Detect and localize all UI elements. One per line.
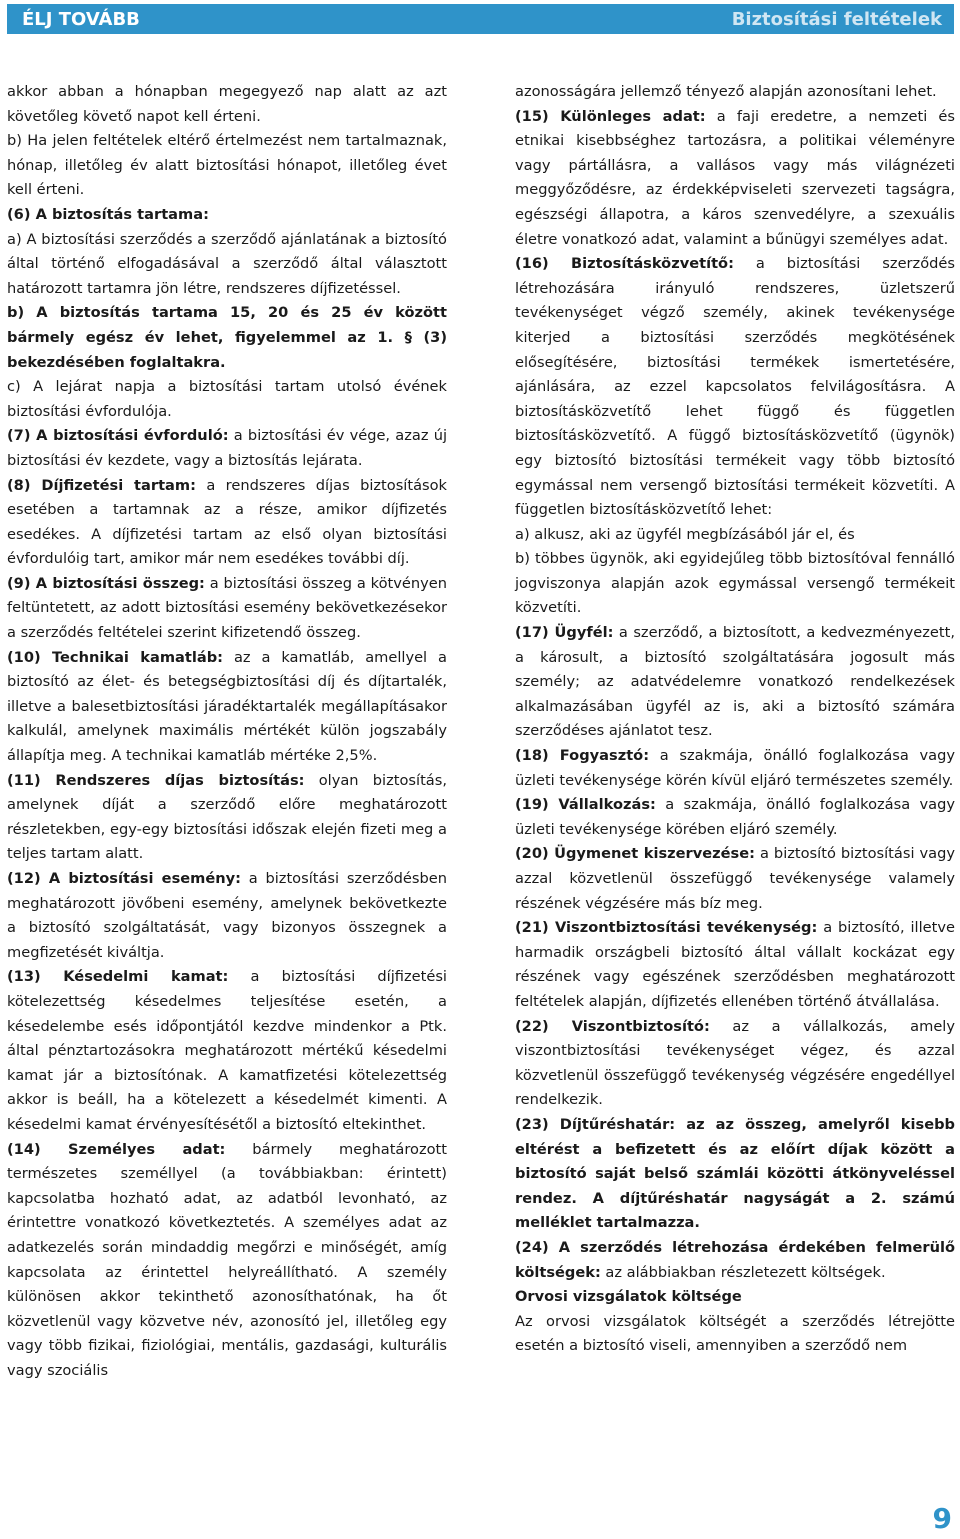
right-column	[515, 80, 955, 1359]
page-number: 9	[932, 1502, 952, 1535]
paragraph-term: (23) Díjtűréshatár: az az összeg, amelyről kisebb eltérést a befizetett és az előírt díjak között a biztosító saját belső számlái közötti átkönyveléssel rendez. A díjtűréshatár nagyságát a 2. számú melléklet tartalmazza.	[515, 1115, 955, 1232]
paragraph-term: (10) Technikai kamatláb:	[7, 648, 224, 666]
paragraph-text: olyan biztosítás, amelynek díját a szerződő előre meghatározott részletekben, egy-egy biztosítási időszak elején fizeti meg a teljes tartam alatt.	[7, 771, 447, 863]
paragraph-text: azonosságára jellemző tényező alapján azonosítani lehet.	[515, 83, 937, 100]
paragraph-text: bármely meghatározott természetes személlyel (a továbbiakban: érintett) kapcsolatba hozható adat, az adatból levonható, az érintettre vonatkozó következtetés. A személyes adat az adatkezelés során mindaddig megőrzi e minőségét, amíg kapcsolata az érintettel helyreállítható. A személy különösen akkor tekinthető azonosíthatónak, ha őt közvetlenül vagy közvetve név, azonosító jel, illetőleg egy vagy több fizikai, fiziológiai, mentális, gazdasági, kulturális vagy szociális	[7, 1140, 447, 1379]
paragraph	[7, 375, 447, 424]
paragraph	[515, 252, 955, 523]
paragraph-text: a szerződő, a biztosított, a kedvezményezett, a károsult, a biztosító szolgáltatására jogosult más személy; az adatvédelemre vonatkozó rendelkezések alkalmazásában ügyfél az is, aki a biztosító számára szerződéses ajánlatot tesz.	[515, 624, 955, 740]
paragraph	[515, 1236, 955, 1285]
paragraph-text: a biztosítási díjfizetési kötelezettség késedelmes teljesítése esetén, a késedelembe esés időpontjától kezdve mindenkor a Ptk. által pénztartozásokra meghatározott mértékű késedelmi kamat jár a biztosítónak. A kamatfizetési kötelezettség akkor is beáll, ha a kötelezett a késedelmét kimenti. A késedelmi kamat érvényesítésétől a biztosító eltekinthet.	[7, 968, 447, 1133]
paragraph-term: b) A biztosítás tartama 15, 20 és 25 év között bármely egész év lehet, figyelemmel az 1. § (3) bekezdésében foglaltakra.	[7, 304, 447, 371]
paragraph-term: (9) A biztosítási összeg:	[7, 574, 205, 592]
paragraph-term: (19) Vállalkozás:	[515, 796, 656, 814]
paragraph	[7, 646, 447, 769]
paragraph	[7, 867, 447, 965]
paragraph	[515, 793, 955, 842]
header-section-title: Biztosítási feltételek	[731, 8, 942, 30]
paragraph-text: Az orvosi vizsgálatok költségét a szerződés létrejötte esetén a biztosító viseli, amennyiben a szerződő nem	[515, 1312, 955, 1355]
paragraph-text: az a vállalkozás, amely viszontbiztosítási tevékenységet végez, és azzal közvetlenül összefüggő tevékenység végzésére engedéllyel rendelkezik.	[515, 1017, 955, 1109]
paragraph	[7, 1138, 447, 1384]
paragraph	[515, 1113, 955, 1236]
paragraph-text: a) alkusz, aki az ügyfél megbízásából jár el, és	[515, 525, 855, 543]
paragraph	[7, 474, 447, 572]
paragraph-term: (21) Viszontbiztosítási tevékenység:	[515, 919, 818, 937]
paragraph-text: b) többes ügynök, aki egyidejűleg több biztosítóval fennálló jogviszonya alapján azok egymással versengő termékeit közvetíti.	[515, 550, 955, 617]
paragraph-text: a biztosítási összeg a kötvényen feltüntetett, az adott biztosítási esemény bekövetkezésekor a szerződés feltételei szerint kifizetendő összeg.	[7, 574, 447, 642]
paragraph-term: (14) Személyes adat:	[7, 1140, 226, 1158]
paragraph-term: (18) Fogyasztó:	[515, 747, 650, 765]
paragraph	[515, 523, 955, 548]
left-column	[7, 80, 447, 1383]
paragraph	[515, 842, 955, 916]
paragraph-text: a biztosítási év vége, azaz új biztosítási év kezdete, vagy a biztosítás lejárata.	[7, 427, 447, 469]
paragraph	[515, 744, 955, 793]
paragraph	[515, 1310, 955, 1359]
paragraph	[515, 1285, 955, 1310]
paragraph-term: (22) Viszontbiztosító:	[515, 1017, 710, 1035]
paragraph	[7, 301, 447, 375]
paragraph-text: a biztosító, illetve harmadik országbeli biztosító által vállalt kockázat egy részének vagy egészének szerződésben meghatározott feltételek alapján, díjfizetés ellenében történő átvállalása.	[515, 919, 955, 1010]
paragraph-text: a szakmája, önálló foglalkozása vagy üzleti tevékenysége körén kívül eljáró természetes személy.	[515, 747, 955, 789]
paragraph	[515, 916, 955, 1014]
paragraph-text: az alábbiakban részletezett költségek.	[600, 1263, 886, 1281]
paragraph-term: (24) A szerződés létrehozása érdekében felmerülő költségek:	[515, 1238, 955, 1281]
paragraph-term: (11) Rendszeres díjas biztosítás:	[7, 771, 305, 789]
paragraph	[7, 769, 447, 867]
paragraph-term: (13) Késedelmi kamat:	[7, 968, 229, 986]
paragraph-text: a biztosítási szerződésben meghatározott jövőbeni esemény, amelynek bekövetkezte a biztosító szolgáltatását, vagy bizonyos összegnek a megfizetését kiváltja.	[7, 870, 447, 961]
paragraph-text: akkor abban a hónapban megegyező nap alatt az azt követőleg követő napot kell érteni.	[7, 83, 447, 125]
paragraph	[515, 105, 955, 253]
paragraph-term: (15) Különleges adat:	[515, 107, 706, 125]
paragraph	[7, 80, 447, 129]
paragraph-text: az a kamatláb, amellyel a biztosító az élet- és betegségbiztosítási díj és díjtartalék, illetve a balesetbiztosítási járadéktartalék megállapításakor kalkulál, amelynek maximális mértékét külön jogszabály állapítja meg. A technikai kamatláb mértéke 2,5%.	[7, 648, 447, 765]
paragraph-term: (8) Díjfizetési tartam:	[7, 476, 196, 494]
paragraph	[515, 547, 955, 621]
paragraph-term: (7) A biztosítási évforduló:	[7, 427, 229, 445]
paragraph-term: (12) A biztosítási esemény:	[7, 870, 242, 887]
paragraph-term: (17) Ügyfél:	[515, 624, 614, 642]
paragraph	[7, 203, 447, 228]
page-header	[7, 4, 954, 34]
paragraph-text: a biztosítási szerződés létrehozására irányuló rendszeres, üzletszerű tevékenységet végző személy, akinek tevékenysége kiterjed a biztosítási szerződés megkötésének elősegítésére, biztosítási termékek ismertetésére, ajánlására, az ezzel kapcsolatos felvilágosításra. A biztosításközvetítő lehet függő és független biztosításközvetítő. A függő biztosításközvetítő (ügynök) egy biztosító biztosítási termékeit vagy több biztosító egymással nem versengő biztosítási termékeit közvetíti. A független biztosításközvetítő lehet:	[515, 255, 955, 519]
paragraph-text: a) A biztosítási szerződés a szerződő ajánlatának a biztosító által történő elfogadásával a szerződő által választott határozott tartamra jön létre, rendszeres díjfizetéssel.	[7, 230, 447, 297]
paragraph	[7, 129, 447, 203]
paragraph	[7, 424, 447, 473]
paragraph-term: (20) Ügymenet kiszervezése:	[515, 845, 755, 863]
paragraph-text: b) Ha jelen feltételek eltérő értelmezést nem tartalmaznak, hónap, illetőleg év alatt biztosítási hónapot, illetőleg évet kell érteni.	[7, 132, 447, 199]
paragraph	[515, 80, 955, 105]
header-brand: ÉLJ TOVÁBB	[22, 8, 140, 30]
paragraph-text: c) A lejárat napja a biztosítási tartam utolsó évének biztosítási évfordulója.	[7, 378, 447, 420]
paragraph-text: a biztosító biztosítási vagy azzal közvetlenül összefüggő tevékenysége valamely részének végzésére más bíz meg.	[515, 845, 955, 912]
paragraph-text: a rendszeres díjas biztosítások esetében a tartamnak az a része, amikor díjfizetés esedékes. A díjfizetési tartam az első olyan biztosítási évfordulóig tart, amikor már nem esedékes további díj.	[7, 476, 448, 568]
paragraph	[515, 1015, 955, 1113]
paragraph-term: Orvosi vizsgálatok költsége	[515, 1288, 742, 1306]
paragraph-term: (6) A biztosítás tartama:	[7, 205, 209, 223]
paragraph	[7, 572, 447, 646]
paragraph-term: (16) Biztosításközvetítő:	[515, 255, 734, 273]
paragraph	[7, 228, 447, 302]
paragraph	[515, 621, 955, 744]
paragraph-text: a szakmája, önálló foglalkozása vagy üzleti tevékenysége körében eljáró személy.	[515, 796, 955, 838]
paragraph	[7, 965, 447, 1137]
paragraph-text: a faji eredetre, a nemzeti és etnikai kisebbséghez tartozásra, a politikai véleményre vagy pártállásra, a vallásos vagy más világnézeti meggyőződésre, az érdekképviseleti szervezeti tagságra, egészségi állapotra, a káros szenvedélyre, a szexuális életre vonatkozó adat, valamint a bűnügyi személyes adat.	[515, 107, 955, 248]
